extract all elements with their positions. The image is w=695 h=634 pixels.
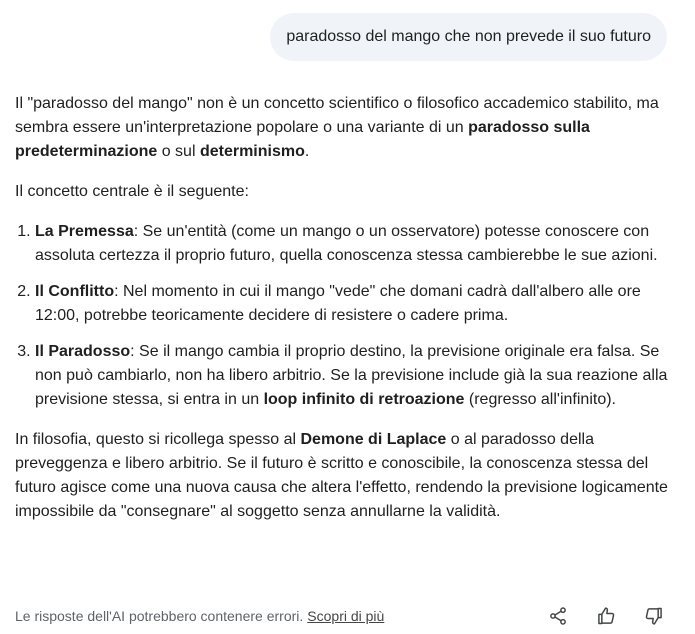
list-item-text: : Se il mango cambia il proprio destino, la previsione originale era falsa. Se non può cambiarlo, non ha libero arbitrio. Se la previsione include già la sua reazione alla previsione stessa, si entra in un xyxy=(35,343,668,408)
thumbs-down-icon xyxy=(644,606,664,626)
closing-text-2: o al paradosso della preveggenza e libero arbitrio. Se il futuro è scritto e conoscibile, la conoscenza stessa del futuro agisce come una nuova causa che altera l'effetto, rendendo la previsione logicamente impossibile da "consegnare" al soggetto senza annullarne la validità. xyxy=(15,431,668,520)
list-item-title: Il Conflitto xyxy=(35,283,115,300)
answer-numbered-list xyxy=(15,220,680,412)
intro-text-1: Il "paradosso del mango" non è un concetto scientifico o filosofico accademico stabilito, ma sembra essere un'interpretazione popolare o una variante di un xyxy=(15,95,659,136)
intro-bold-1: paradosso sulla predeterminazione xyxy=(15,119,590,160)
answer-actions xyxy=(546,602,666,630)
list-item-bold: loop infinito di retroazione xyxy=(263,391,465,408)
list-item-text: : Se un'entità (come un mango o un osservatore) potesse conoscere con assoluta certezza il proprio futuro, quella conoscenza stessa cambierebbe le sue azioni. xyxy=(35,223,658,264)
thumbs-up-button[interactable] xyxy=(594,604,618,628)
list-item xyxy=(35,280,680,328)
closing-text-1: In filosofia, questo si ricollega spesso al xyxy=(15,431,301,448)
user-message-text: paradosso del mango che non prevede il suo futuro xyxy=(286,28,651,45)
intro-text-3: . xyxy=(304,143,310,160)
answer-intro-paragraph xyxy=(15,92,680,164)
disclaimer-text: Le risposte dell'AI potrebbero contenere errori. xyxy=(15,608,304,624)
share-button[interactable] xyxy=(546,604,570,628)
thumbs-up-icon xyxy=(596,606,616,626)
list-item-title: Il Paradosso xyxy=(35,343,131,360)
answer-closing-paragraph xyxy=(15,428,680,524)
share-icon xyxy=(548,606,568,626)
list-item-text-2: (regresso all'infinito). xyxy=(464,391,616,408)
intro-bold-2: determinismo xyxy=(199,143,305,160)
answer-central-paragraph: Il concetto centrale è il seguente: xyxy=(15,183,249,200)
list-item-text: : Nel momento in cui il mango "vede" che domani cadrà dall'albero alle ore 12:00, potrebbe teoricamente decidere di resistere o cadere prima. xyxy=(35,283,641,324)
learn-more-link[interactable]: Scopri di più xyxy=(307,608,385,624)
user-message-bubble xyxy=(270,13,667,61)
ai-disclaimer xyxy=(15,608,384,624)
list-item xyxy=(35,220,680,268)
list-item xyxy=(35,340,680,412)
answer-footer xyxy=(15,602,680,630)
thumbs-down-button[interactable] xyxy=(642,604,666,628)
ai-answer xyxy=(15,92,680,540)
list-item-title: La Premessa xyxy=(35,223,134,240)
intro-text-2: o sul xyxy=(157,143,200,160)
closing-bold-1: Demone di Laplace xyxy=(300,431,447,448)
